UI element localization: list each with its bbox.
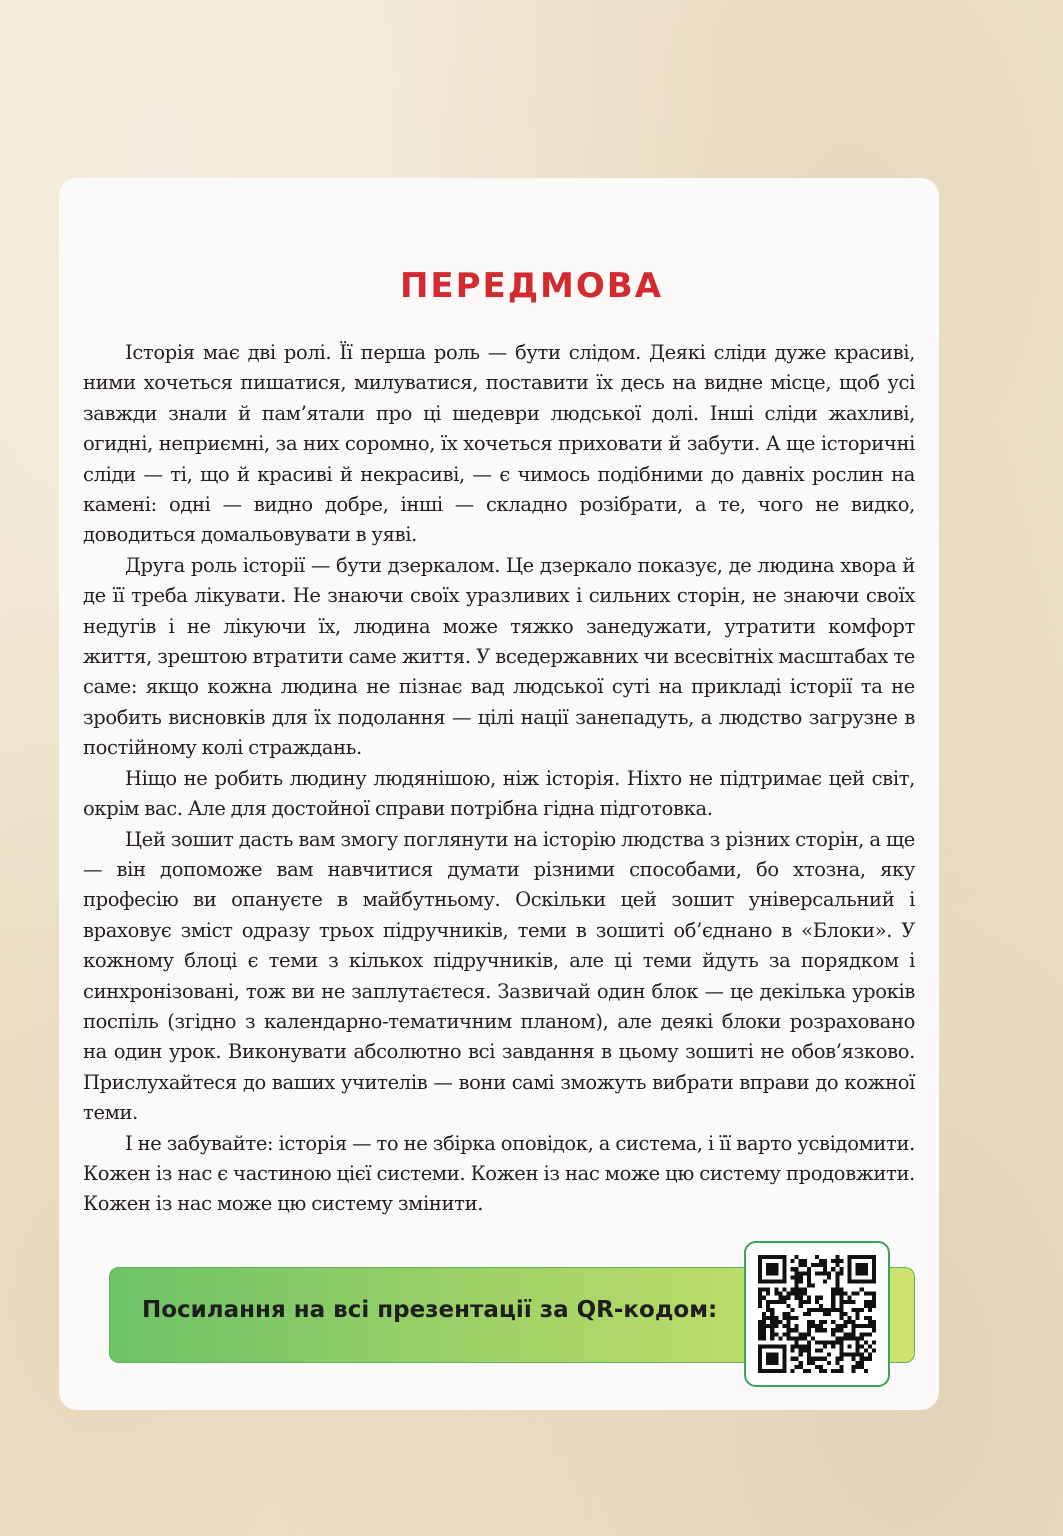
paragraph-3: Ніщо не робить людину людянішою, ніж історія. Ніхто не підтримає цей світ, окрім вас. Але для достойної справи потрібна гідна підготовка. xyxy=(83,766,915,821)
paragraph-4: Цей зошит дасть вам змогу поглянути на історію людства з різних сторін, а ще — він допоможе вам навчитися думати різними способами, бо хтозна, яку професію ви опануєте в майбутньому. Оскільки цей зошит універсальний і враховує зміст одразу трьох підручників, теми в зошиті об’єднано в «Блоки». У кожному блоці є теми з кількох підручників, але ці теми йдуть за порядком і синхронізовані, тож ви не заплутаєтеся. Зазвичай один блок — це декілька уроків поспіль (згідно з календарно-тематичним планом), але деякі блоки розраховано на один урок. Виконувати абсолютно всі завдання в цьому зошиті не обов’язково. Прислухайтеся до ваших учителів — вони самі зможуть вибрати вправи до кожної теми. xyxy=(83,827,915,1125)
paragraph-1: Історія має дві ролі. Її перша роль — бути слідом. Деякі сліди дуже красиві, ними хочеться пишатися, милуватися, поставити їх десь на видне місце, щоб усі завжди знали й пам’ятали про ці шедеври людської долі. Інші сліди жахливі, огидні, неприємні, за них соромно, їх хочеться приховати й забути. А ще історичні сліди — ті, що й красиві й некрасиві, — є чимось подібними до давніх рослин на камені: одні — видно добре, інші — складно розібрати, а те, чого не видко, доводиться домальовувати в уяві. xyxy=(83,341,915,547)
preface-text xyxy=(83,338,915,1220)
qr-code[interactable] xyxy=(744,1241,890,1387)
banner-label: Посилання на всі презентації за QR-кодом: xyxy=(142,1297,718,1323)
paragraph-5: І не забувайте: історія — то не збірка оповідок, а система, і її варто усвідомити. Кожен із нас є частиною цієї системи. Кожен із нас може цю систему продовжити. Кожен із нас може цю систему змінити. xyxy=(83,1131,915,1216)
paragraph-2: Друга роль історії — бути дзеркалом. Це дзеркало показує, де людина хвора й де її треба лікувати. Не знаючи своїх уразливих і сильних сторін, не знаючи своїх недугів і не лікуючи їх, людина може тяжко занедужати, утратити комфорт життя, зрештою втратити саме життя. У вседержавних чи всесвітніх масштабах те саме: якщо кожна людина не пізнає вад людської суті на прикладі історії та не зробить висновків для їх подолання — цілі нації занепадуть, а людство загрузне в постійному колі страждань. xyxy=(83,553,915,760)
page-title: ПЕРЕДМОВА xyxy=(399,266,664,306)
qr-code-image xyxy=(758,1255,876,1373)
